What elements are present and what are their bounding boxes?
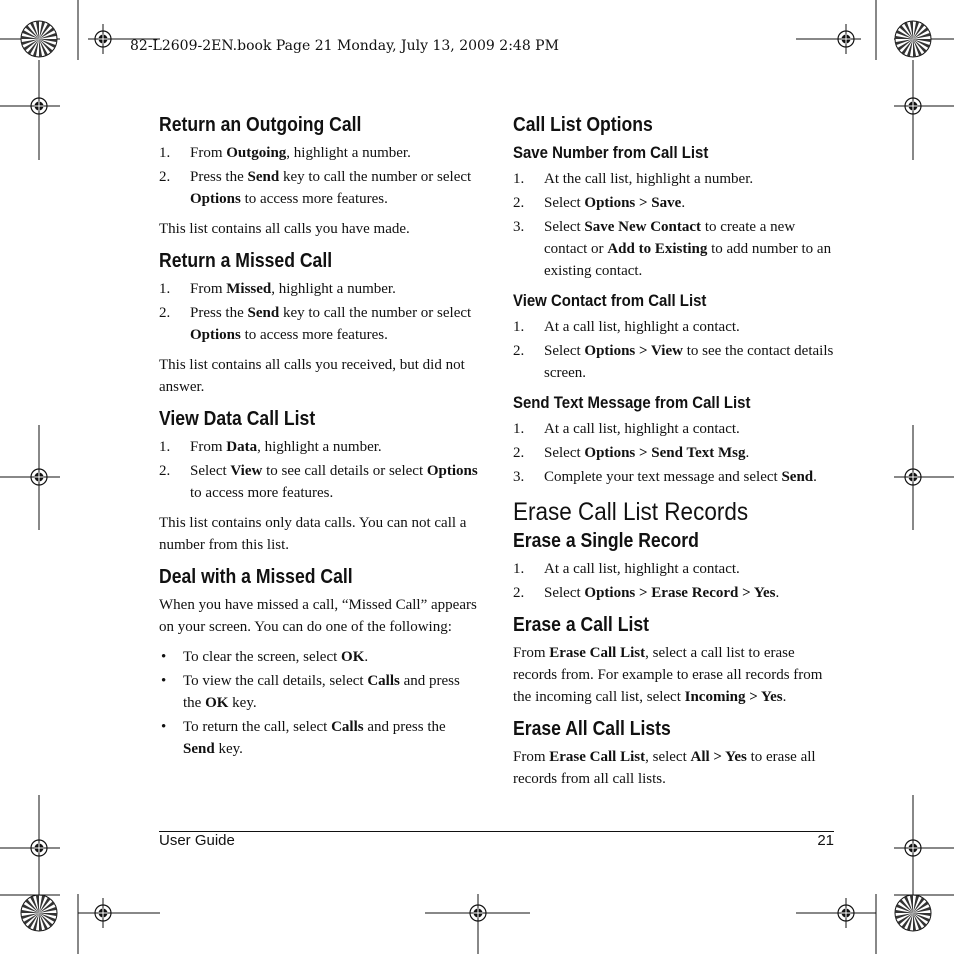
right-column: [513, 112, 838, 798]
footer-label: User Guide: [159, 832, 235, 849]
step-item: 2. Press the Send key to call the number or select Options to access more features.: [159, 305, 472, 343]
step-item: 1. From Data, highlight a number.: [159, 439, 382, 455]
section-heading: Erase All Call Lists: [513, 718, 671, 740]
section-erase-single: [513, 528, 838, 604]
step-item: 2. Select Options > View to see the contact details screen.: [513, 343, 834, 381]
section-send-text: [513, 392, 838, 488]
section-return-missed-call: [159, 248, 481, 398]
subsection-heading: Send Text Message from Call List: [513, 393, 751, 412]
star-target-top-left: [21, 21, 57, 57]
section-save-number: [513, 142, 838, 282]
section-intro: When you have missed a call, “Missed Call” appears on your screen. You can do one of the following:: [159, 597, 477, 635]
section-view-contact: [513, 290, 838, 384]
section-heading: Erase a Call List: [513, 614, 649, 636]
step-item: 3. Select Save New Contact to create a new contact or Add to Existing to add number to an existing contact.: [513, 219, 832, 279]
section-paragraph: From Erase Call List, select a call list to erase records from. For example to erase all records from the incoming call list, select Incoming > Yes.: [513, 645, 823, 705]
step-item: 2. Select Options > Erase Record > Yes.: [513, 585, 780, 601]
step-item: 1. At the call list, highlight a number.: [513, 171, 754, 187]
bullet-item: • To view the call details, select Calls and press the OK key.: [161, 673, 460, 711]
section-erase-call-list: [513, 612, 838, 708]
left-column: [159, 112, 481, 768]
section-erase-all: [513, 716, 838, 790]
steps-list: [513, 558, 838, 604]
steps-list: [513, 316, 838, 384]
step-item: 1. From Missed, highlight a number.: [159, 281, 396, 297]
print-slug: 82-L2609-2EN.book Page 21 Monday, July 13, 2009 2:48 PM: [130, 38, 559, 54]
section-return-outgoing-call: [159, 112, 481, 240]
section-note: This list contains only data calls. You can not call a number from this list.: [159, 515, 467, 553]
section-heading: Return an Outgoing Call: [159, 114, 362, 136]
subsection-heading: Save Number from Call List: [513, 143, 709, 162]
bullet-item: • To clear the screen, select OK.: [161, 649, 369, 665]
step-item: 3. Complete your text message and select Send.: [513, 469, 817, 485]
step-item: 1. At a call list, highlight a contact.: [513, 319, 740, 335]
step-item: 1. At a call list, highlight a contact.: [513, 561, 740, 577]
step-item: 2. Select View to see call details or select Options to access more features.: [159, 463, 478, 501]
steps-list: [159, 436, 481, 504]
star-target-top-right: [895, 21, 931, 57]
step-item: 1. From Outgoing, highlight a number.: [159, 145, 411, 161]
star-target-bottom-right: [895, 895, 931, 931]
section-heading: Return a Missed Call: [159, 250, 333, 272]
steps-list: [513, 418, 838, 488]
bullet-item: • To return the call, select Calls and press the Send key.: [161, 719, 446, 757]
section-heading: View Data Call List: [159, 408, 316, 430]
section-deal-with-missed-call: [159, 564, 481, 760]
step-item: 1. At a call list, highlight a contact.: [513, 421, 740, 437]
bullet-list: [159, 646, 481, 760]
steps-list: [513, 168, 838, 282]
erase-records-heading: Erase Call List Records: [513, 498, 749, 526]
section-view-data-call-list: [159, 406, 481, 556]
section-note: This list contains all calls you have made.: [159, 221, 410, 237]
step-item: 2. Select Options > Send Text Msg.: [513, 445, 750, 461]
subsection-heading: View Contact from Call List: [513, 291, 707, 310]
star-target-bottom-left: [21, 895, 57, 931]
section-note: This list contains all calls you received, but did not answer.: [159, 357, 465, 395]
section-heading: Erase a Single Record: [513, 530, 699, 552]
steps-list: [159, 278, 481, 346]
section-paragraph: From Erase Call List, select All > Yes to erase all records from all call lists.: [513, 749, 816, 787]
page-number: 21: [817, 832, 834, 849]
steps-list: [159, 142, 481, 210]
section-heading: Deal with a Missed Call: [159, 566, 353, 588]
footer-rule: [159, 831, 834, 832]
call-list-options-heading: Call List Options: [513, 114, 653, 136]
step-item: 2. Select Options > Save.: [513, 195, 686, 211]
step-item: 2. Press the Send key to call the number or select Options to access more features.: [159, 169, 472, 207]
